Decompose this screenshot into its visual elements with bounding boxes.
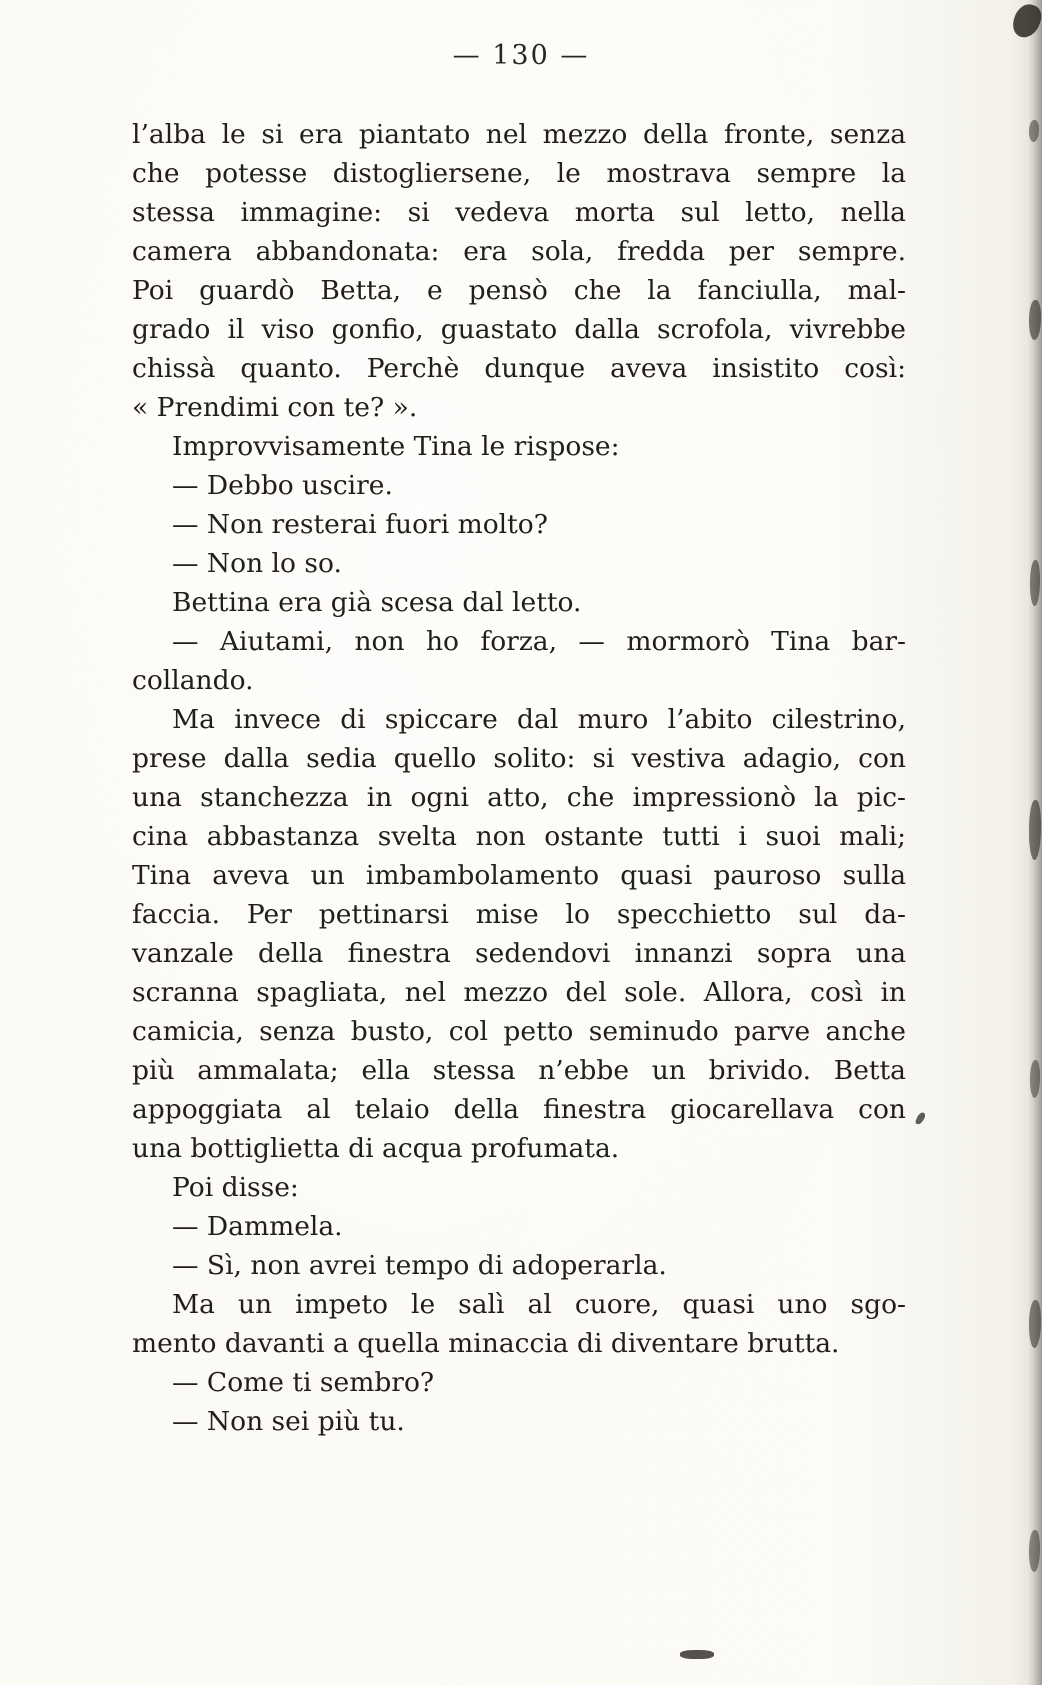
text-line: cina abbastanza svelta non ostante tutti i suoi mali; — [132, 821, 906, 852]
scan-artifact — [680, 1650, 714, 1659]
text-line: faccia. Per pettinarsi mise lo specchietto sul da- — [132, 899, 906, 930]
paragraph — [132, 466, 906, 505]
paragraph — [132, 622, 906, 700]
paragraph — [132, 1207, 906, 1246]
text-line: — Debbo uscire. — [172, 470, 393, 501]
text-line: vanzale della finestra sedendovi innanzi sopra una — [132, 938, 906, 969]
text-line: una stanchezza in ogni atto, che impressionò la pic- — [132, 782, 906, 813]
text-line: Ma un impeto le salì al cuore, quasi uno sgo- — [172, 1289, 906, 1320]
paragraph — [132, 505, 906, 544]
text-block — [132, 115, 906, 1441]
text-line: Poi disse: — [172, 1172, 299, 1203]
text-line: Poi guardò Betta, e pensò che la fanciulla, mal- — [132, 275, 906, 306]
text-line: — Sì, non avrei tempo di adoperarla. — [172, 1250, 667, 1281]
paragraph — [132, 583, 906, 622]
text-line: Improvvisamente Tina le rispose: — [172, 431, 620, 462]
paragraph — [132, 1168, 906, 1207]
text-line: collando. — [132, 665, 254, 696]
text-line: mento davanti a quella minaccia di diventare brutta. — [132, 1328, 840, 1359]
text-line: — Dammela. — [172, 1211, 343, 1242]
paragraph — [132, 427, 906, 466]
text-line: Tina aveva un imbambolamento quasi pauroso sulla — [132, 860, 906, 891]
text-line: Ma invece di spiccare dal muro l’abito cilestrino, — [172, 704, 906, 735]
text-line: stessa immagine: si vedeva morta sul letto, nella — [132, 197, 906, 228]
text-line: — Non lo so. — [172, 548, 342, 579]
text-line: — Non resterai fuori molto? — [172, 509, 548, 540]
text-line: Bettina era già scesa dal letto. — [172, 587, 582, 618]
text-line: — Non sei più tu. — [172, 1406, 405, 1437]
text-line: camicia, senza busto, col petto seminudo parve anche — [132, 1016, 906, 1047]
page-number: — 130 — — [452, 40, 590, 71]
paragraph — [132, 115, 906, 427]
text-line: una bottiglietta di acqua profumata. — [132, 1133, 620, 1164]
scan-artifact — [915, 1111, 927, 1126]
text-line: « Prendimi con te? ». — [132, 392, 418, 423]
text-line: l’alba le si era piantato nel mezzo della fronte, senza — [132, 119, 906, 150]
text-line: chissà quanto. Perchè dunque aveva insistito così: — [132, 353, 906, 384]
text-line: — Aiutami, non ho forza, — mormorò Tina bar- — [172, 626, 906, 657]
text-line: camera abbandonata: era sola, fredda per sempre. — [132, 236, 906, 267]
text-line: più ammalata; ella stessa n’ebbe un brivido. Betta — [132, 1055, 906, 1086]
text-line: appoggiata al telaio della finestra giocarellava con — [132, 1094, 906, 1125]
paragraph — [132, 700, 906, 1168]
text-line: scranna spagliata, nel mezzo del sole. Allora, così in — [132, 977, 906, 1008]
paragraph — [132, 544, 906, 583]
text-line: prese dalla sedia quello solito: si vestiva adagio, con — [132, 743, 906, 774]
text-line: che potesse distogliersene, le mostrava sempre la — [132, 158, 906, 189]
paragraph — [132, 1285, 906, 1441]
text-line: — Come ti sembro? — [172, 1367, 435, 1398]
paragraph — [132, 1246, 906, 1285]
text-line: grado il viso gonfio, guastato dalla scrofola, vivrebbe — [132, 314, 906, 345]
